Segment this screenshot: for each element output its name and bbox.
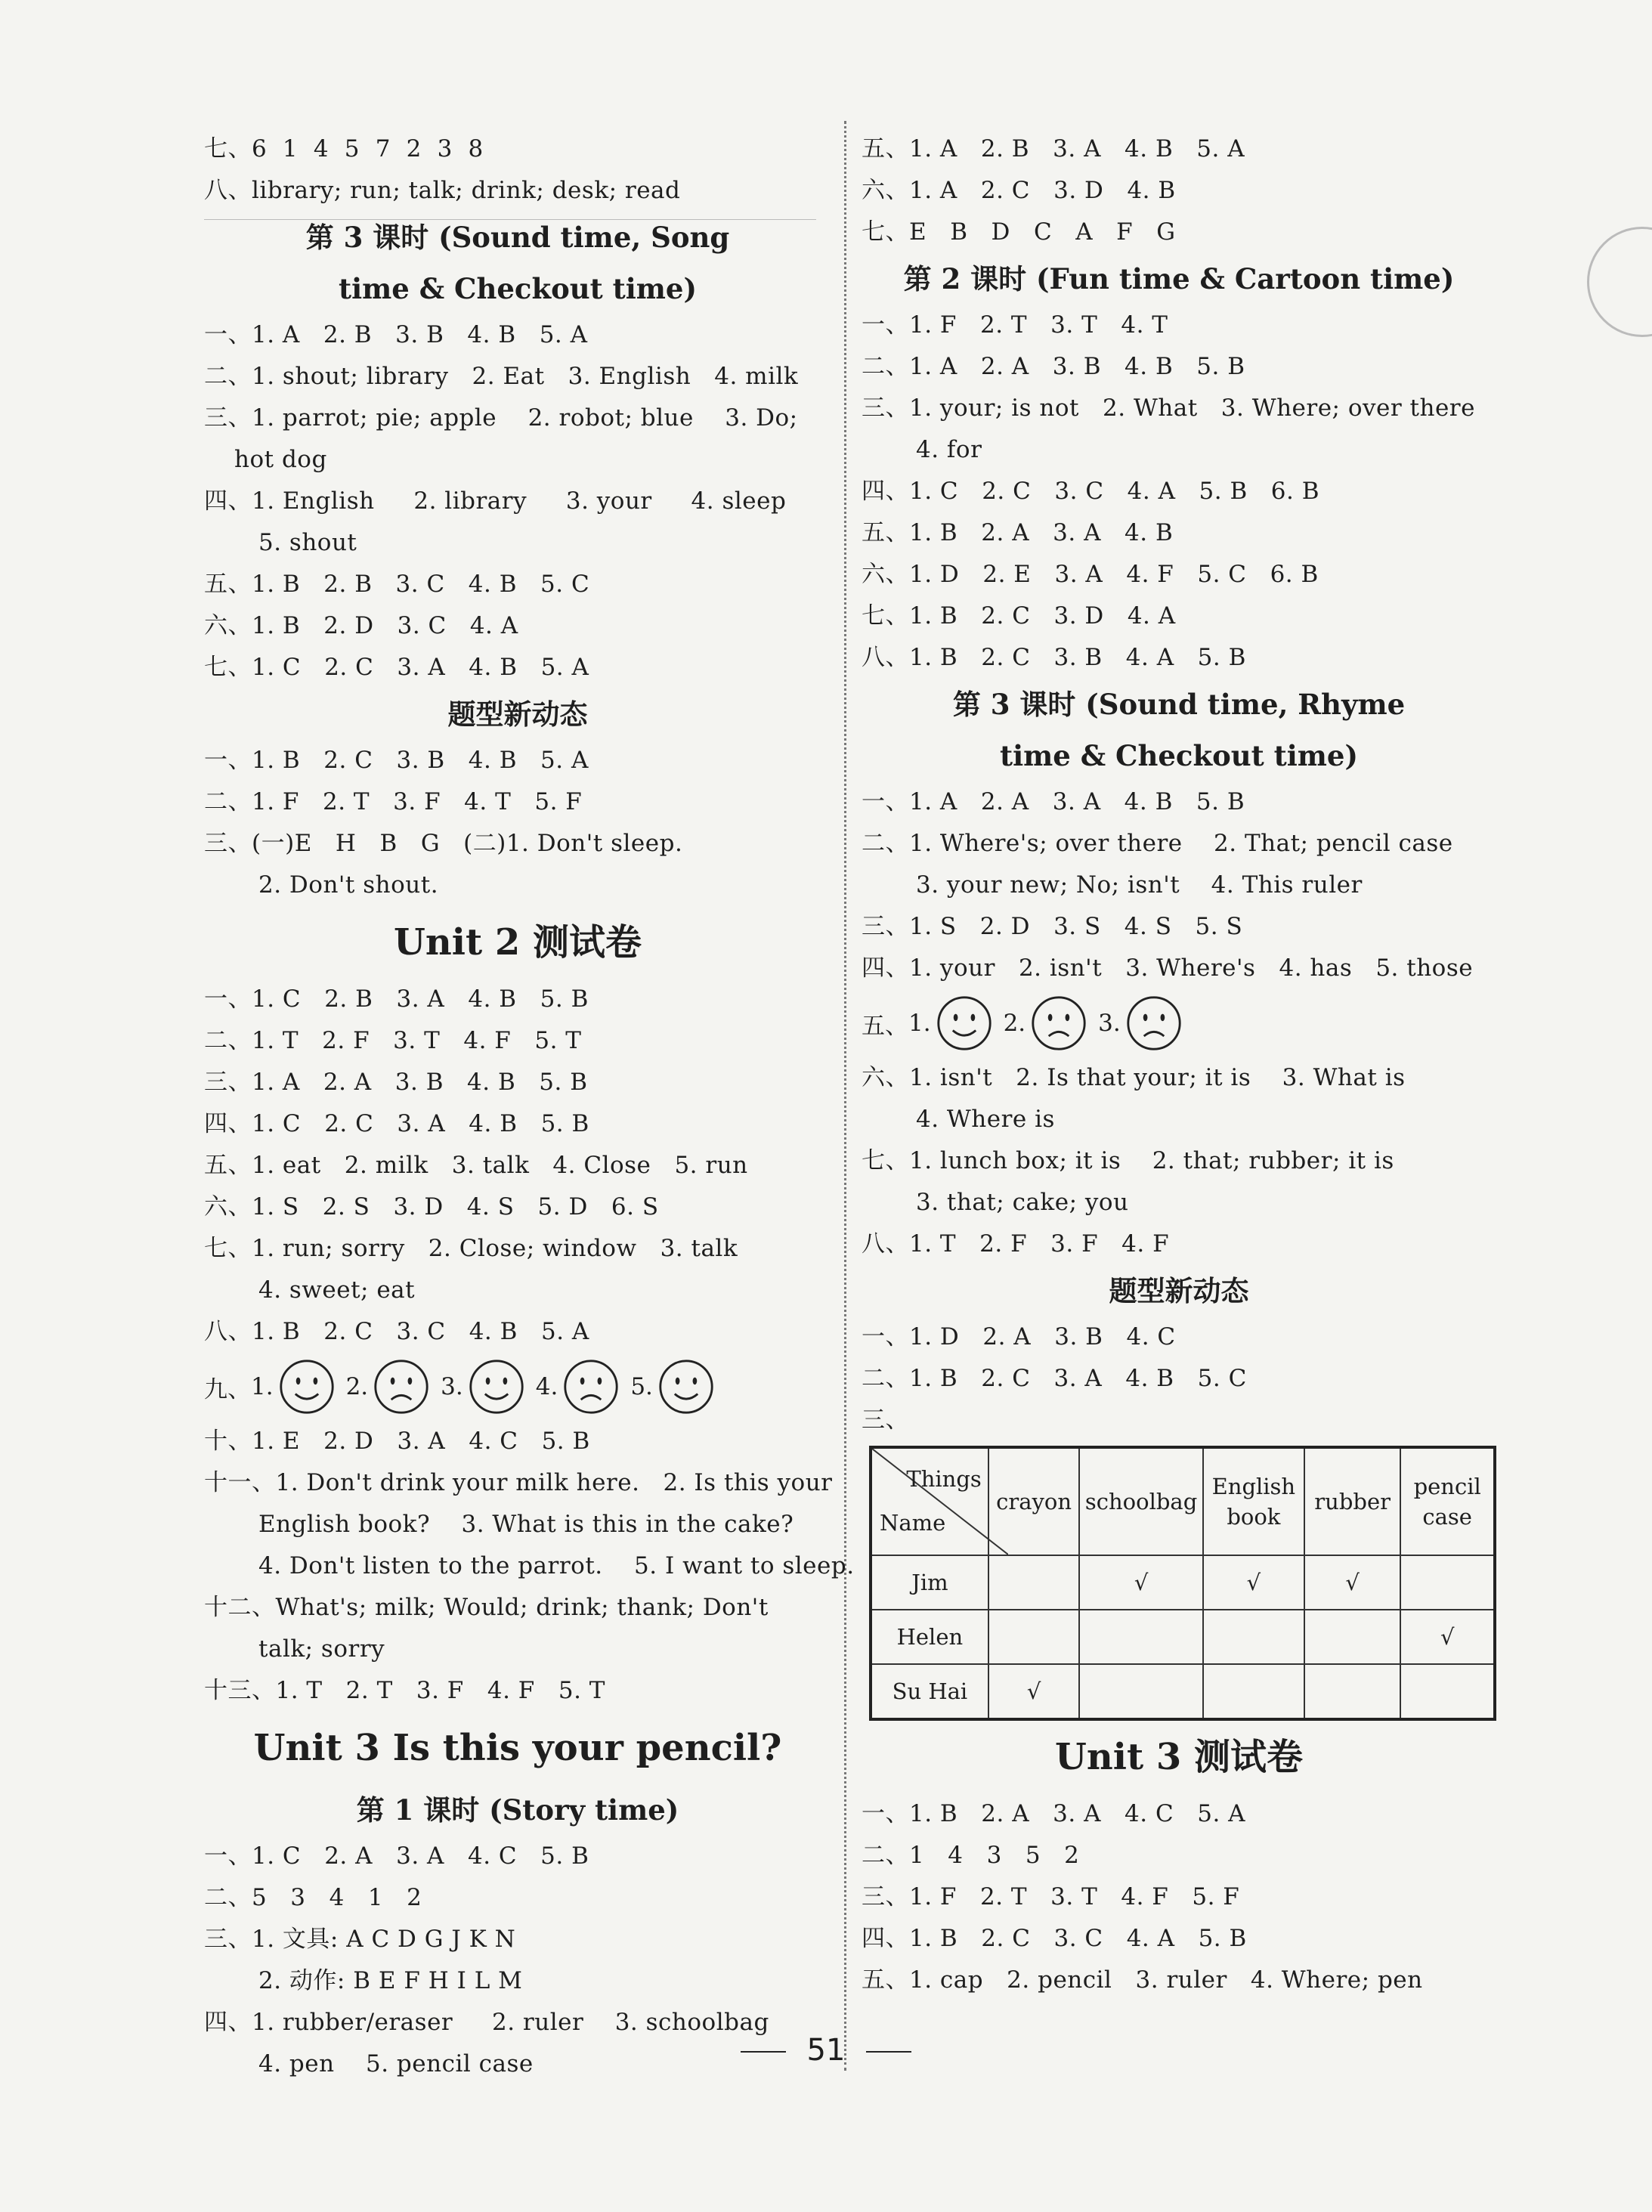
check-cell — [1079, 1610, 1202, 1664]
row-name-cell: Jim — [871, 1555, 988, 1610]
smiley-face-icon — [468, 1358, 525, 1415]
check-cell: √ — [988, 1664, 1080, 1719]
section-heading: time & Checkout time) — [1000, 739, 1358, 772]
answer-line: 二、1 4 3 5 2 — [862, 1842, 1080, 1869]
face-item-label: 4. — [535, 1373, 558, 1400]
left-column — [204, 128, 855, 2085]
table-header-cell: English book — [1203, 1447, 1304, 1555]
answer-line: 六、1. B 2. D 3. C 4. A — [204, 612, 518, 639]
face-item-label: 2. — [1003, 1010, 1026, 1037]
sad-face-icon — [373, 1358, 430, 1415]
check-cell — [988, 1610, 1080, 1664]
check-cell — [1304, 1610, 1400, 1664]
answer-line: 三、1. S 2. D 3. S 4. S 5. S — [862, 913, 1243, 940]
table-header-cell: crayon — [988, 1447, 1080, 1555]
table-row — [871, 1610, 1495, 1664]
answer-line: 八、1. B 2. C 3. C 4. B 5. A — [204, 1318, 589, 1345]
check-cell: √ — [1079, 1555, 1202, 1610]
unit-heading: Unit 2 测试卷 — [394, 921, 642, 964]
answer-continuation: 4. sweet; eat — [258, 1276, 416, 1304]
table-header-cell: rubber — [1304, 1447, 1400, 1555]
ownership-table — [869, 1446, 1496, 1721]
face-item-label: 3. — [1098, 1010, 1121, 1037]
column-divider — [844, 121, 846, 2071]
face-item-label: 1. — [251, 1373, 274, 1400]
check-cell — [988, 1555, 1080, 1610]
footer-dash-left — [741, 2051, 786, 2053]
face-answer-row — [862, 989, 1496, 1057]
answer-continuation: English book? 3. What is this in the cake? — [258, 1511, 794, 1538]
table-row — [871, 1555, 1495, 1610]
answer-continuation: 4. Where is — [916, 1106, 1055, 1133]
check-cell — [1304, 1664, 1400, 1719]
corner-things-label: Things — [906, 1466, 982, 1492]
answer-line: 一、1. C 2. A 3. A 4. C 5. B — [204, 1842, 589, 1870]
answer-continuation: 3. that; cake; you — [916, 1189, 1129, 1216]
page-footer — [0, 2033, 1652, 2068]
check-cell: √ — [1400, 1610, 1495, 1664]
answer-line: 六、1. D 2. E 3. A 4. F 5. C 6. B — [862, 561, 1319, 588]
answer-line: 五、1. cap 2. pencil 3. ruler 4. Where; pen — [862, 1966, 1423, 1994]
answer-line: 四、1. your 2. isn't 3. Where's 4. has 5. those — [862, 954, 1474, 982]
face-item-label: 3. — [441, 1373, 463, 1400]
answer-line: 六、1. A 2. C 3. D 4. B — [862, 177, 1176, 204]
corner-name-label: Name — [880, 1510, 946, 1536]
smiley-face-icon — [657, 1358, 715, 1415]
smiley-face-icon — [278, 1358, 336, 1415]
answer-continuation: 4. Don't listen to the parrot. 5. I want to sleep. — [258, 1552, 855, 1579]
section-heading: 题型新动态 — [1109, 1274, 1249, 1307]
answer-line: 三、(一)E H B G (二)1. Don't sleep. — [204, 830, 683, 857]
answer-continuation: hot dog — [234, 446, 327, 473]
face-row-prefix: 九、 — [204, 1375, 251, 1403]
answer-continuation: 4. for — [916, 436, 982, 463]
answer-line: 二、1. F 2. T 3. F 4. T 5. F — [204, 788, 583, 815]
answer-line: 十二、What's; milk; Would; drink; thank; Don't — [204, 1594, 769, 1621]
answer-continuation: 2. 动作: B E F H I L M — [258, 1967, 523, 1994]
sad-face-icon — [1030, 995, 1087, 1052]
answer-line: 三、1. your; is not 2. What 3. Where; over there — [862, 394, 1475, 422]
sad-face-icon — [1125, 995, 1183, 1052]
section-heading: 第 2 课时 (Fun time & Cartoon time) — [903, 262, 1455, 295]
table-header-cell: pencil case — [1400, 1447, 1495, 1555]
table-corner-cell — [871, 1447, 988, 1555]
answer-line: 八、1. B 2. C 3. B 4. A 5. B — [862, 644, 1246, 671]
answer-line: 一、1. A 2. A 3. A 4. B 5. B — [862, 788, 1245, 815]
row-name-cell: Helen — [871, 1610, 988, 1664]
answer-line: 七、1. run; sorry 2. Close; window 3. talk — [204, 1235, 738, 1262]
check-cell — [1203, 1610, 1304, 1664]
table-row — [871, 1664, 1495, 1719]
check-cell — [1400, 1555, 1495, 1610]
answer-line: 七、6 1 4 5 7 2 3 8 — [204, 135, 484, 162]
answer-line: 七、1. C 2. C 3. A 4. B 5. A — [204, 654, 589, 681]
check-cell — [1400, 1664, 1495, 1719]
check-cell: √ — [1304, 1555, 1400, 1610]
answer-line: 二、1. B 2. C 3. A 4. B 5. C — [862, 1365, 1247, 1392]
answer-line: 一、1. D 2. A 3. B 4. C — [862, 1323, 1176, 1350]
answer-line: 七、1. lunch box; it is 2. that; rubber; it is — [862, 1147, 1394, 1174]
answer-line: 四、1. English 2. library 3. your 4. sleep — [204, 487, 787, 515]
sad-face-icon — [562, 1358, 620, 1415]
answer-continuation: 2. Don't shout. — [258, 871, 439, 899]
answer-line: 一、1. A 2. B 3. B 4. B 5. A — [204, 321, 588, 348]
section-heading: 第 3 课时 (Sound time, Song — [305, 221, 730, 254]
answer-line: 二、1. A 2. A 3. B 4. B 5. B — [862, 353, 1245, 380]
footer-dash-right — [866, 2051, 911, 2053]
answer-line: 二、5 3 4 1 2 — [204, 1884, 422, 1911]
answer-line: 六、1. S 2. S 3. D 4. S 5. D 6. S — [204, 1193, 659, 1220]
unit-heading: Unit 3 Is this your pencil? — [253, 1727, 782, 1769]
answer-line: 五、1. eat 2. milk 3. talk 4. Close 5. run — [204, 1152, 748, 1179]
answer-line: 一、1. F 2. T 3. T 4. T — [862, 311, 1168, 339]
smiley-face-icon — [936, 995, 993, 1052]
answer-line: 三、 — [862, 1406, 909, 1434]
check-cell: √ — [1203, 1555, 1304, 1610]
row-name-cell: Su Hai — [871, 1664, 988, 1719]
page-number: 51 — [806, 2033, 846, 2068]
answer-line: 四、1. B 2. C 3. C 4. A 5. B — [862, 1925, 1247, 1952]
answer-line: 三、1. A 2. A 3. B 4. B 5. B — [204, 1069, 588, 1096]
face-item-label: 5. — [630, 1373, 653, 1400]
answer-line: 一、1. C 2. B 3. A 4. B 5. B — [204, 985, 589, 1013]
section-heading: 第 3 课时 (Sound time, Rhyme — [952, 688, 1406, 721]
answer-line: 八、library; run; talk; drink; desk; read — [204, 177, 681, 204]
check-cell — [1203, 1664, 1304, 1719]
answer-line: 十一、1. Don't drink your milk here. 2. Is this your — [204, 1469, 833, 1496]
unit-heading: Unit 3 测试卷 — [1055, 1736, 1303, 1778]
answer-line: 五、1. B 2. A 3. A 4. B — [862, 519, 1174, 546]
answer-continuation: 3. your new; No; isn't 4. This ruler — [916, 871, 1363, 899]
section-heading: 第 1 课时 (Story time) — [356, 1793, 679, 1827]
face-row-prefix: 五、 — [862, 1012, 908, 1040]
answer-line: 十三、1. T 2. T 3. F 4. F 5. T — [204, 1677, 605, 1704]
table-header-cell: schoolbag — [1079, 1447, 1202, 1555]
answer-line: 五、1. B 2. B 3. C 4. B 5. C — [204, 571, 590, 598]
answer-line: 七、1. B 2. C 3. D 4. A — [862, 602, 1176, 630]
answer-line: 二、1. Where's; over there 2. That; pencil case — [862, 830, 1453, 857]
answer-line: 三、1. 文具: A C D G J K N — [204, 1926, 516, 1953]
face-answer-row — [204, 1353, 831, 1421]
answer-line: 四、1. rubber/eraser 2. ruler 3. schoolbag — [204, 2009, 769, 2036]
answer-line: 四、1. C 2. C 3. A 4. B 5. B — [204, 1110, 589, 1137]
right-column — [862, 128, 1496, 2001]
answer-line: 二、1. shout; library 2. Eat 3. English 4. milk — [204, 363, 799, 390]
answer-line: 十、1. E 2. D 3. A 4. C 5. B — [204, 1428, 590, 1455]
face-item-label: 2. — [345, 1373, 369, 1400]
answer-continuation: 4. pen 5. pencil case — [258, 2050, 534, 2077]
section-heading: time & Checkout time) — [339, 272, 697, 305]
answer-line: 三、1. parrot; pie; apple 2. robot; blue 3. Do; — [204, 404, 798, 432]
face-item-label: 1. — [908, 1010, 931, 1037]
check-cell — [1079, 1664, 1202, 1719]
answer-line: 三、1. F 2. T 3. T 4. F 5. F — [862, 1883, 1240, 1910]
answer-line: 七、E B D C A F G — [862, 218, 1176, 246]
answer-line: 一、1. B 2. A 3. A 4. C 5. A — [862, 1800, 1246, 1827]
corner-stamp — [1587, 227, 1652, 337]
answer-line: 四、1. C 2. C 3. C 4. A 5. B 6. B — [862, 478, 1320, 505]
answer-continuation: 5. shout — [258, 529, 357, 556]
answer-line: 一、1. B 2. C 3. B 4. B 5. A — [204, 747, 589, 774]
section-heading: 题型新动态 — [447, 698, 588, 731]
answer-continuation: talk; sorry — [258, 1635, 385, 1663]
answer-line: 六、1. isn't 2. Is that your; it is 3. What is — [862, 1064, 1406, 1091]
answer-line: 五、1. A 2. B 3. A 4. B 5. A — [862, 135, 1245, 162]
answer-line: 八、1. T 2. F 3. F 4. F — [862, 1230, 1170, 1258]
answer-line: 二、1. T 2. F 3. T 4. F 5. T — [204, 1027, 582, 1054]
